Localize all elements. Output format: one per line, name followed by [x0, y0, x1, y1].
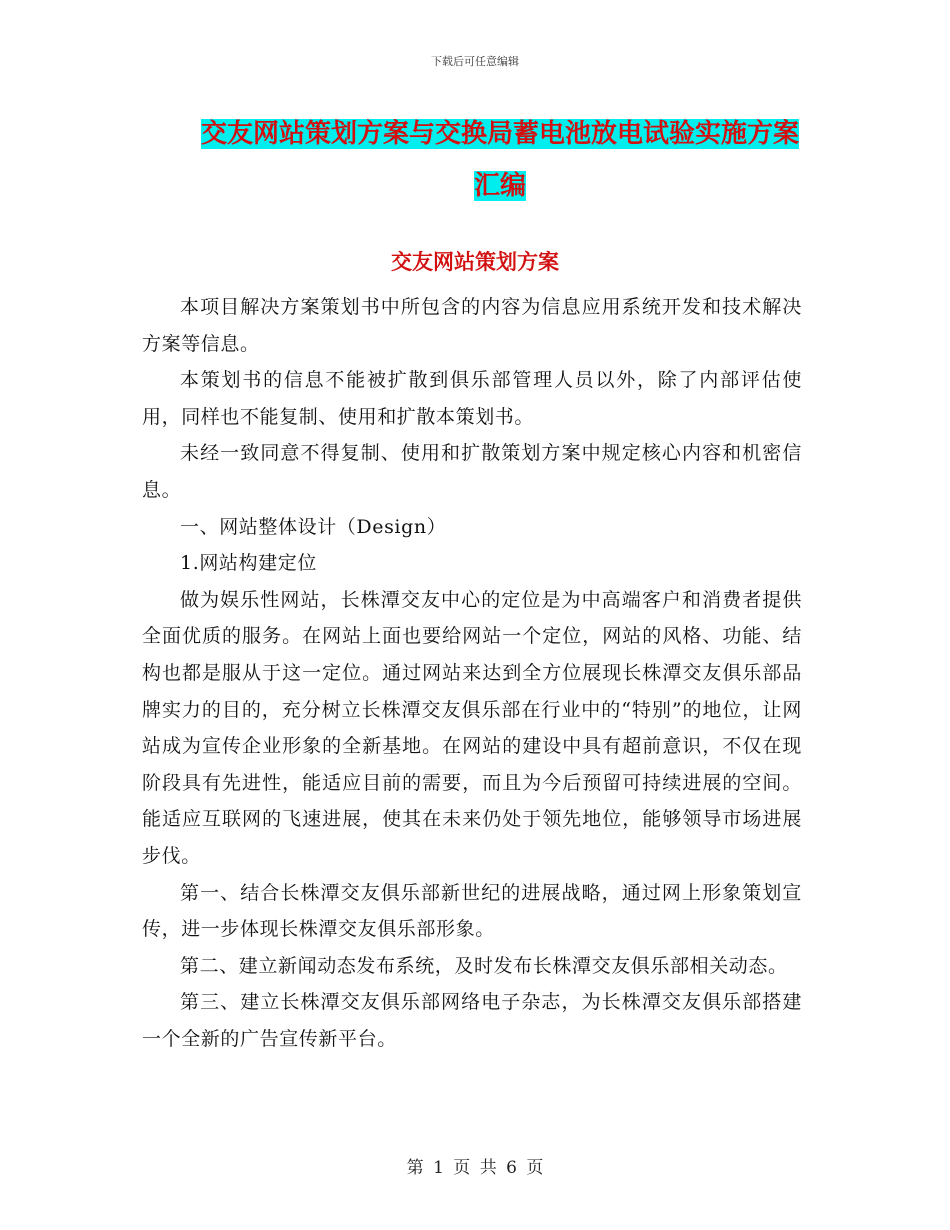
page-footer: 第 1 页 共 6 页 — [406, 1158, 544, 1178]
document-title — [190, 108, 810, 212]
paragraph: 第二、建立新闻动态发布系统，及时发布长株潭交友俱乐部相关动态。 — [180, 954, 788, 977]
paragraph: 本项目解决方案策划书中所包含的内容为信息应用系统开发和技术解决方案等信息。 — [142, 296, 802, 355]
document-body — [142, 289, 802, 1057]
paragraph: 第三、建立长株潭交友俱乐部网络电子杂志，为长株潭交友俱乐部搭建一个全新的广告宣传新平台。 — [142, 991, 802, 1050]
paragraph: 第一、结合长株潭交友俱乐部新世纪的进展战略，通过网上形象策划宣传，进一步体现长株潭交友俱乐部形象。 — [142, 881, 802, 941]
document-title-text: 交友网站策划方案与交换局蓄电池放电试验实施方案汇编 — [200, 119, 799, 201]
paragraph: 做为娱乐性网站，长株潭交友中心的定位是为中高端客户和消费者提供全面优质的服务。在网站上面也要给网站一个定位，网站的风格、功能、结构也都是服从于这一定位。通过网站来达到全方位展现长株潭交友俱乐部品牌实力的目的，充分树立长株潭交友俱乐部在行业中的“特别”的地位，让网站成为宣传企业形象的全新基地。在网站的建设中具有超前意识，不仅在现阶段具有先进性，能适应目前的需要，而且为今后预留可持续进展的空间。能适应互联网的飞速进展，使其在未来仍处于领先地位，能够领导市场进展步伐。 — [142, 588, 802, 867]
paragraph: 未经一致同意不得复制、使用和扩散策划方案中规定核心内容和机密信息。 — [142, 442, 802, 501]
header-note: 下载后可任意编辑 — [431, 55, 519, 68]
section-title: 交友网站策划方案 — [391, 250, 559, 274]
section-heading: 一、网站整体设计（Design） — [180, 515, 447, 538]
paragraph: 本策划书的信息不能被扩散到俱乐部管理人员以外，除了内部评估使用，同样也不能复制、使用和扩散本策划书。 — [142, 369, 802, 428]
subsection-heading: 1.网站构建定位 — [180, 552, 317, 575]
